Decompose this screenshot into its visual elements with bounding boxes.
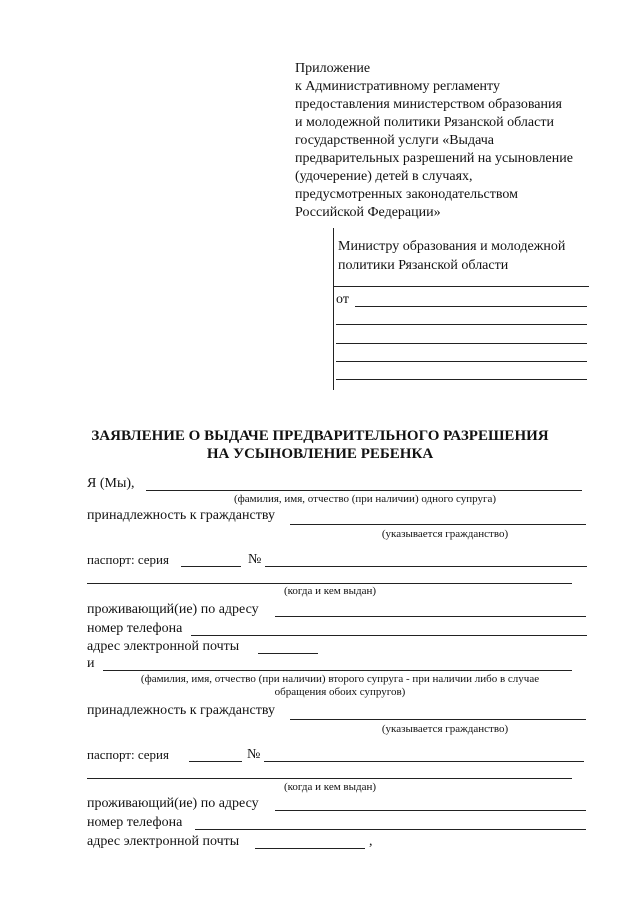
from-name-field[interactable]	[355, 306, 587, 307]
spouse1-name-caption: (фамилия, имя, отчество (при наличии) одного супруга)	[233, 493, 497, 505]
issued-caption: (когда и кем выдан)	[283, 781, 377, 793]
spouse2-name-caption-1: (фамилия, имя, отчество (при наличии) второго супруга - при наличии либо в случае	[140, 673, 540, 685]
appendix-line: предусмотренных законодательством	[295, 187, 518, 202]
appendix-line: Приложение	[295, 61, 371, 76]
residing-label: проживающий(ие) по адресу	[87, 796, 259, 811]
appendix-line: Российской Федерации»	[295, 205, 441, 220]
spouse2-passport-series-field[interactable]	[189, 761, 242, 762]
spouse1-passport-series-field[interactable]	[181, 566, 241, 567]
from-field-line[interactable]	[336, 379, 587, 380]
and-label: и	[87, 656, 95, 671]
spouse1-citizenship-field[interactable]	[290, 524, 586, 525]
passport-series-label: паспорт: серия	[87, 552, 169, 567]
appendix-header	[295, 60, 615, 222]
spouse2-citizenship-field[interactable]	[290, 719, 586, 720]
spouse1-passport-issued-field[interactable]	[87, 583, 572, 584]
addressee-line-1: Министру образования и молодежной	[338, 239, 566, 254]
spouse2-address-field[interactable]	[275, 810, 586, 811]
appendix-line: к Административному регламенту	[295, 79, 500, 94]
appendix-line: (удочерение) детей в случаях,	[295, 169, 473, 184]
spouse1-email-field[interactable]	[258, 653, 318, 654]
spouse2-phone-field[interactable]	[195, 829, 586, 830]
spouse1-phone-field[interactable]	[191, 635, 587, 636]
applicant-label: Я (Мы),	[87, 476, 135, 491]
comma: ,	[369, 834, 373, 849]
phone-label: номер телефона	[87, 621, 183, 636]
addressee-box-left-border	[333, 228, 334, 390]
spouse2-name-caption-2: обращения обоих супругов)	[274, 686, 406, 698]
from-field-line[interactable]	[336, 343, 587, 344]
spouse1-name-field[interactable]	[146, 490, 582, 491]
appendix-line: и молодежной политики Рязанской области	[295, 115, 554, 130]
email-label: адрес электронной почты	[87, 834, 240, 849]
document-title-line-2: НА УСЫНОВЛЕНИЕ РЕБЕНКА	[206, 446, 434, 462]
spouse2-name-field[interactable]	[103, 670, 572, 671]
from-field-line[interactable]	[336, 361, 587, 362]
citizenship-caption: (указывается гражданство)	[381, 528, 509, 540]
spouse1-address-field[interactable]	[275, 616, 586, 617]
citizenship-caption: (указывается гражданство)	[381, 723, 509, 735]
from-field-line[interactable]	[336, 324, 587, 325]
spouse2-passport-issued-field[interactable]	[87, 778, 572, 779]
issued-caption: (когда и кем выдан)	[283, 585, 377, 597]
passport-number-label: №	[247, 747, 261, 762]
phone-label: номер телефона	[87, 815, 183, 830]
appendix-line: предоставления министерством образования	[295, 97, 562, 112]
email-label: адрес электронной почты	[87, 639, 240, 654]
document-title-line-1: ЗАЯВЛЕНИЕ О ВЫДАЧЕ ПРЕДВАРИТЕЛЬНОГО РАЗРЕШЕНИЯ	[91, 428, 549, 444]
residing-label: проживающий(ие) по адресу	[87, 602, 259, 617]
passport-series-label: паспорт: серия	[87, 747, 169, 762]
addressee-separator	[333, 286, 589, 287]
spouse2-passport-number-field[interactable]	[264, 761, 584, 762]
citizenship-label: принадлежность к гражданству	[87, 508, 275, 523]
citizenship-label: принадлежность к гражданству	[87, 703, 275, 718]
from-label: от	[336, 292, 349, 307]
addressee-box	[333, 228, 591, 390]
addressee-line-2: политики Рязанской области	[338, 258, 509, 273]
passport-number-label: №	[248, 552, 262, 567]
spouse1-passport-number-field[interactable]	[265, 566, 587, 567]
spouse2-email-field[interactable]	[255, 848, 365, 849]
appendix-line: предварительных разрешений на усыновление	[295, 151, 573, 166]
appendix-line: государственной услуги «Выдача	[295, 133, 494, 148]
